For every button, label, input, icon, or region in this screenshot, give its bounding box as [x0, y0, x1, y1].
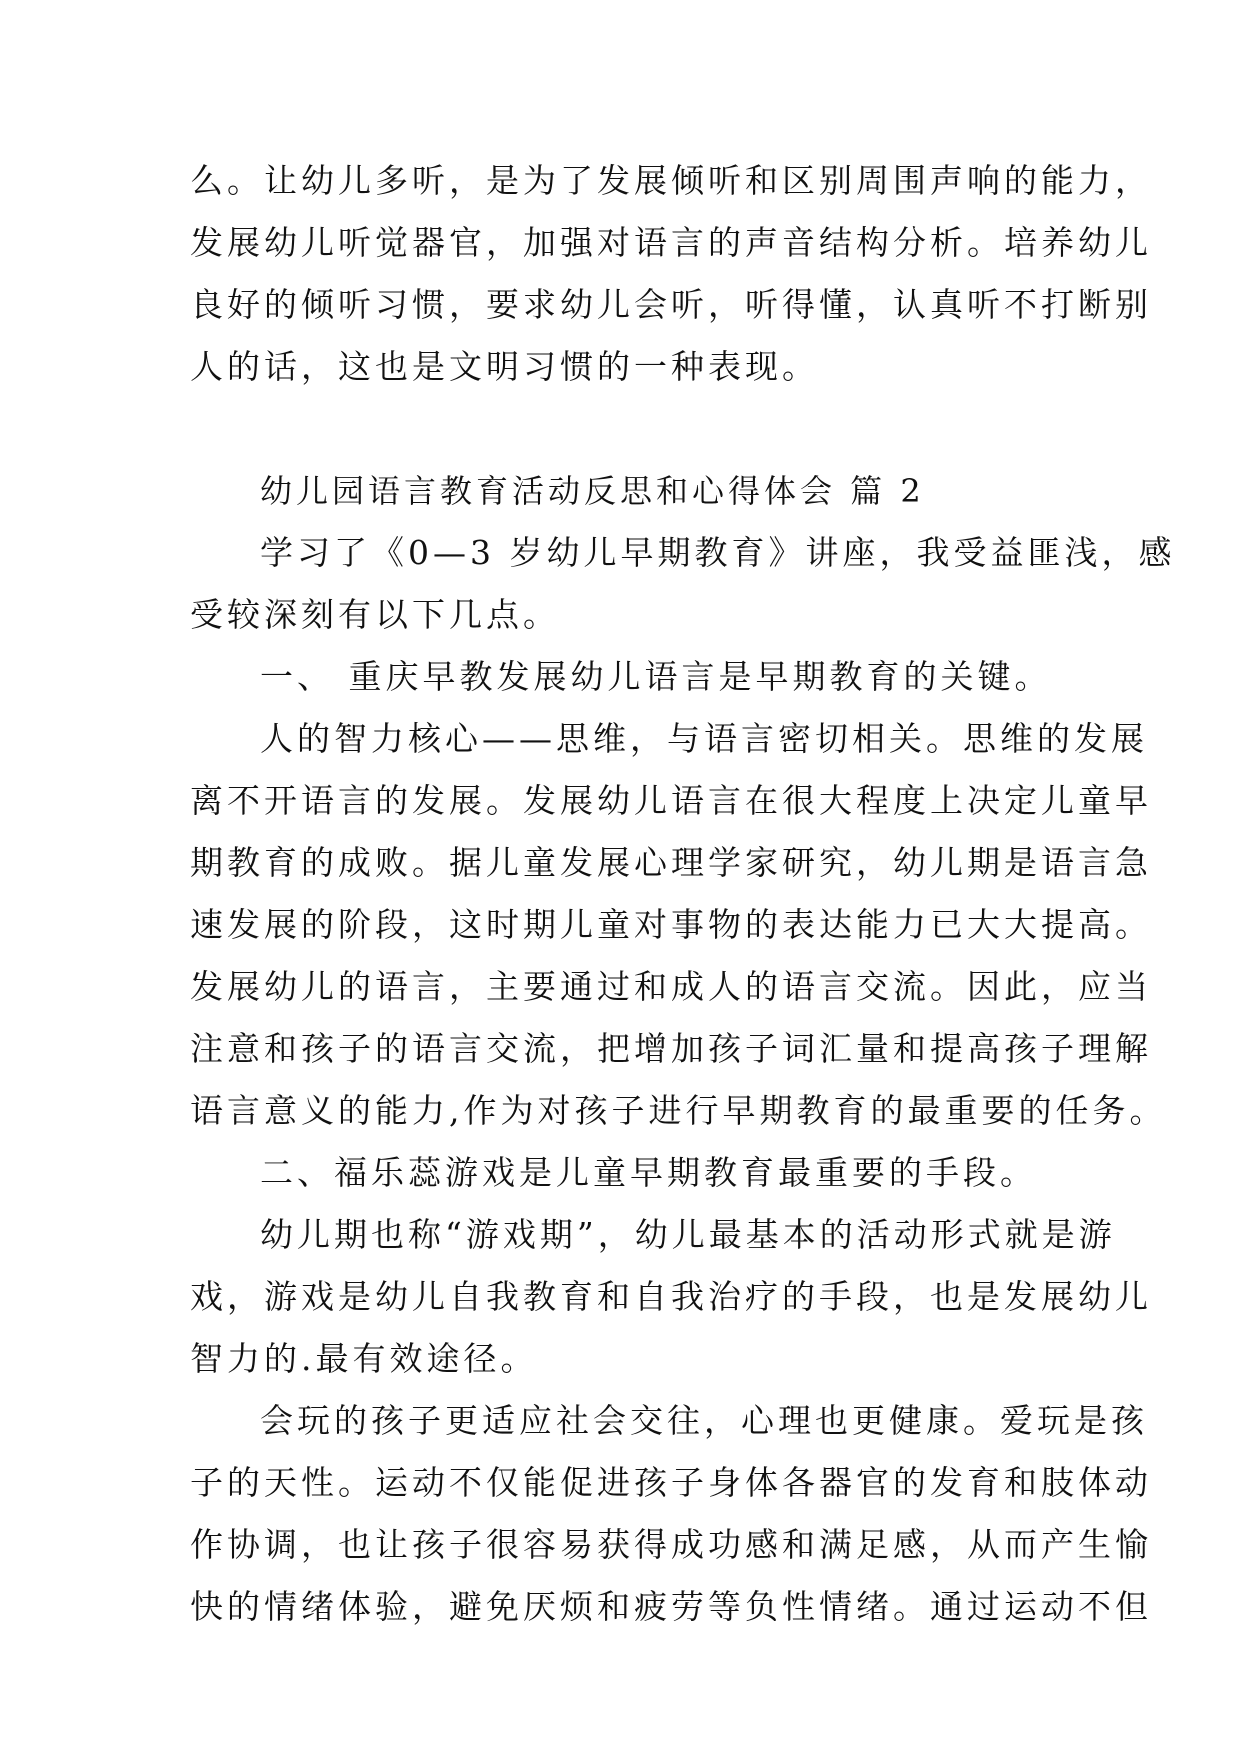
point-one-title: 一、 重庆早教发展幼儿语言是早期教育的关键。 — [260, 657, 1052, 696]
blank-gap — [190, 398, 1070, 460]
point-two-title: 二、福乐蕊游戏是儿童早期教育最重要的手段。 — [260, 1153, 1037, 1192]
text-line: 发展幼儿的语言，主要通过和成人的语言交流。因此，应当 — [190, 967, 1152, 1006]
text-line: 会玩的孩子更适应社会交往，心理也更健康。爱玩是孩 — [260, 1401, 1148, 1440]
text-line: 幼儿期也称“游戏期”，幼儿最基本的活动形式就是游 — [260, 1215, 1116, 1254]
text-line: 语言意义的能力,作为对孩子进行早期教育的最重要的任务。 — [190, 1091, 1167, 1130]
text-line: 速发展的阶段，这时期儿童对事物的表达能力已大大提高。 — [190, 905, 1152, 944]
text-line: 快的情绪体验，避免厌烦和疲劳等负性情绪。通过运动不但 — [190, 1587, 1152, 1626]
text-line: 作协调，也让孩子很容易获得成功感和满足感，从而产生愉 — [190, 1525, 1152, 1564]
text-line: 受较深刻有以下几点。 — [190, 595, 560, 634]
intro-paragraph — [190, 522, 1176, 646]
text-line: 么。让幼儿多听，是为了发展倾听和区别周围声响的能力， — [190, 161, 1152, 200]
text-line: 注意和孩子的语言交流，把增加孩子词汇量和提高孩子理解 — [190, 1029, 1152, 1068]
text-line: 人的智力核心——思维，与语言密切相关。思维的发展 — [260, 719, 1148, 758]
text-line: 学习了《0—3 岁幼儿早期教育》讲座，我受益匪浅，感 — [260, 533, 1176, 572]
document-body — [190, 150, 1176, 1638]
paragraph-continued — [190, 150, 1152, 398]
text-line: 智力的.最有效途径。 — [190, 1339, 538, 1378]
point-two-paragraph-one — [190, 1204, 1152, 1390]
text-line: 子的天性。运动不仅能促进孩子身体各器官的发育和肢体动 — [190, 1463, 1152, 1502]
text-line: 离不开语言的发展。发展幼儿语言在很大程度上决定儿童早 — [190, 781, 1152, 820]
text-line: 人的话，这也是文明习惯的一种表现。 — [190, 347, 819, 386]
point-one-paragraph — [190, 708, 1167, 1142]
text-line: 戏，游戏是幼儿自我教育和自我治疗的手段，也是发展幼儿 — [190, 1277, 1152, 1316]
text-line: 发展幼儿听觉器官，加强对语言的声音结构分析。培养幼儿 — [190, 223, 1152, 262]
text-line: 良好的倾听习惯，要求幼儿会听，听得懂，认真听不打断别 — [190, 285, 1152, 324]
section-heading: 幼儿园语言教育活动反思和心得体会 篇 2 — [260, 472, 925, 510]
point-two-paragraph-two — [190, 1390, 1152, 1638]
text-line: 期教育的成败。据儿童发展心理学家研究，幼儿期是语言急 — [190, 843, 1152, 882]
